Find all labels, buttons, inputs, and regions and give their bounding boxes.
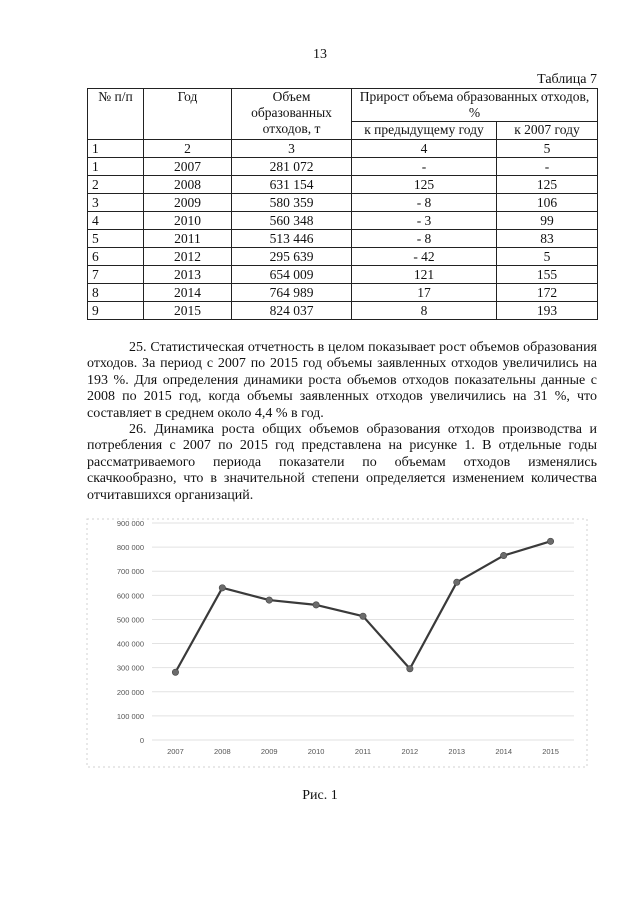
figure-caption: Рис. 1 bbox=[302, 788, 338, 803]
paragraph-26: 26. Динамика роста общих объемов образования отходов производства и потребления с 2007 по 2015 год представлена на рисунке 1. В отдельные годы рассматриваемого периода показатели по объемам отходов изменялись скачкообразно, что в значительной степени определяется изменением количества отчитавшихся организаций. bbox=[87, 422, 597, 503]
cell-volume: 654 009 bbox=[232, 266, 352, 284]
cell-base: 99 bbox=[497, 212, 598, 230]
cell-n: 5 bbox=[88, 230, 144, 248]
chart-border bbox=[87, 519, 587, 767]
header-num: № п/п bbox=[88, 89, 144, 140]
col-index: 2 bbox=[144, 140, 232, 158]
table-row bbox=[88, 194, 598, 212]
header-year: Год bbox=[144, 89, 232, 140]
data-point bbox=[266, 597, 272, 603]
x-tick-label: 2011 bbox=[354, 747, 372, 756]
column-index-row bbox=[88, 140, 598, 158]
y-tick-label: 400 000 bbox=[116, 639, 144, 649]
col-index: 5 bbox=[497, 140, 598, 158]
line-chart bbox=[86, 518, 588, 768]
data-point bbox=[547, 538, 553, 544]
cell-prev: 121 bbox=[352, 266, 497, 284]
cell-volume: 281 072 bbox=[232, 158, 352, 176]
cell-year: 2011 bbox=[144, 230, 232, 248]
x-tick-label: 2009 bbox=[260, 747, 278, 756]
cell-base: 106 bbox=[497, 194, 598, 212]
cell-base: 5 bbox=[497, 248, 598, 266]
y-tick-label: 800 000 bbox=[116, 543, 144, 553]
cell-base: - bbox=[497, 158, 598, 176]
cell-prev: - bbox=[352, 158, 497, 176]
cell-n: 9 bbox=[88, 302, 144, 320]
cell-base: 155 bbox=[497, 266, 598, 284]
cell-volume: 824 037 bbox=[232, 302, 352, 320]
cell-volume: 295 639 bbox=[232, 248, 352, 266]
x-tick-label: 2007 bbox=[167, 747, 184, 756]
table-row bbox=[88, 230, 598, 248]
cell-base: 83 bbox=[497, 230, 598, 248]
chart-frame bbox=[86, 518, 588, 768]
x-tick-label: 2014 bbox=[495, 747, 513, 756]
cell-year: 2009 bbox=[144, 194, 232, 212]
y-tick-label: 900 000 bbox=[116, 519, 144, 528]
x-tick-label: 2008 bbox=[213, 747, 231, 756]
cell-prev: - 3 bbox=[352, 212, 497, 230]
waste-table bbox=[87, 88, 598, 320]
table-row bbox=[88, 284, 598, 302]
cell-prev: 8 bbox=[352, 302, 497, 320]
header-volume: Объем образованных отходов, т bbox=[232, 89, 352, 140]
data-point bbox=[219, 585, 225, 591]
cell-n: 7 bbox=[88, 266, 144, 284]
table-row bbox=[88, 158, 598, 176]
data-point bbox=[500, 552, 506, 558]
cell-year: 2007 bbox=[144, 158, 232, 176]
cell-n: 4 bbox=[88, 212, 144, 230]
table-row bbox=[88, 248, 598, 266]
header-base-year: к 2007 году bbox=[497, 122, 598, 140]
y-tick-label: 700 000 bbox=[116, 567, 144, 577]
cell-prev: 125 bbox=[352, 176, 497, 194]
data-point bbox=[360, 613, 366, 619]
table-row bbox=[88, 302, 598, 320]
data-point bbox=[407, 666, 413, 672]
col-index: 1 bbox=[88, 140, 144, 158]
cell-n: 6 bbox=[88, 248, 144, 266]
y-tick-label: 600 000 bbox=[116, 591, 144, 601]
cell-year: 2014 bbox=[144, 284, 232, 302]
cell-base: 172 bbox=[497, 284, 598, 302]
cell-year: 2015 bbox=[144, 302, 232, 320]
cell-n: 2 bbox=[88, 176, 144, 194]
col-index: 3 bbox=[232, 140, 352, 158]
data-point bbox=[313, 602, 319, 608]
x-tick-label: 2012 bbox=[401, 747, 419, 756]
cell-prev: 17 bbox=[352, 284, 497, 302]
cell-year: 2010 bbox=[144, 212, 232, 230]
table-row bbox=[88, 176, 598, 194]
y-tick-label: 200 000 bbox=[116, 687, 144, 697]
header-prev-year: к предыдущему году bbox=[352, 122, 497, 140]
cell-base: 125 bbox=[497, 176, 598, 194]
table-body bbox=[88, 158, 598, 320]
cell-base: 193 bbox=[497, 302, 598, 320]
cell-n: 1 bbox=[88, 158, 144, 176]
cell-prev: - 8 bbox=[352, 230, 497, 248]
cell-year: 2013 bbox=[144, 266, 232, 284]
cell-prev: - 8 bbox=[352, 194, 497, 212]
cell-n: 3 bbox=[88, 194, 144, 212]
data-point bbox=[172, 669, 178, 675]
body-text bbox=[87, 340, 597, 504]
cell-prev: - 42 bbox=[352, 248, 497, 266]
x-tick-label: 2013 bbox=[448, 747, 466, 756]
col-index: 4 bbox=[352, 140, 497, 158]
table-row bbox=[88, 266, 598, 284]
cell-volume: 513 446 bbox=[232, 230, 352, 248]
y-tick-label: 300 000 bbox=[116, 663, 144, 673]
cell-volume: 764 989 bbox=[232, 284, 352, 302]
page-number: 13 bbox=[313, 47, 327, 62]
paragraph-25: 25. Статистическая отчетность в целом показывает рост объемов образования отходов. За период с 2007 по 2015 год объемы заявленных отходов увеличились на 193 %. Для определения динамики роста объемов отходов показательны данные с 2008 по 2015 год, когда объемы заявленных отходов увеличились на 31 %, что составляет в среднем около 4,4 % в год. bbox=[87, 340, 597, 421]
x-tick-label: 2015 bbox=[542, 747, 559, 756]
cell-year: 2012 bbox=[144, 248, 232, 266]
table-label: Таблица 7 bbox=[537, 72, 597, 87]
cell-volume: 580 359 bbox=[232, 194, 352, 212]
y-tick-label: 0 bbox=[139, 736, 144, 745]
table-row bbox=[88, 212, 598, 230]
header-growth: Прирост объема образованных отходов, % bbox=[352, 89, 598, 122]
cell-year: 2008 bbox=[144, 176, 232, 194]
cell-n: 8 bbox=[88, 284, 144, 302]
x-tick-label: 2010 bbox=[307, 747, 325, 756]
y-tick-label: 500 000 bbox=[116, 615, 144, 625]
series-line bbox=[175, 541, 550, 672]
data-point bbox=[454, 579, 460, 585]
y-tick-label: 100 000 bbox=[116, 711, 144, 721]
cell-volume: 631 154 bbox=[232, 176, 352, 194]
cell-volume: 560 348 bbox=[232, 212, 352, 230]
